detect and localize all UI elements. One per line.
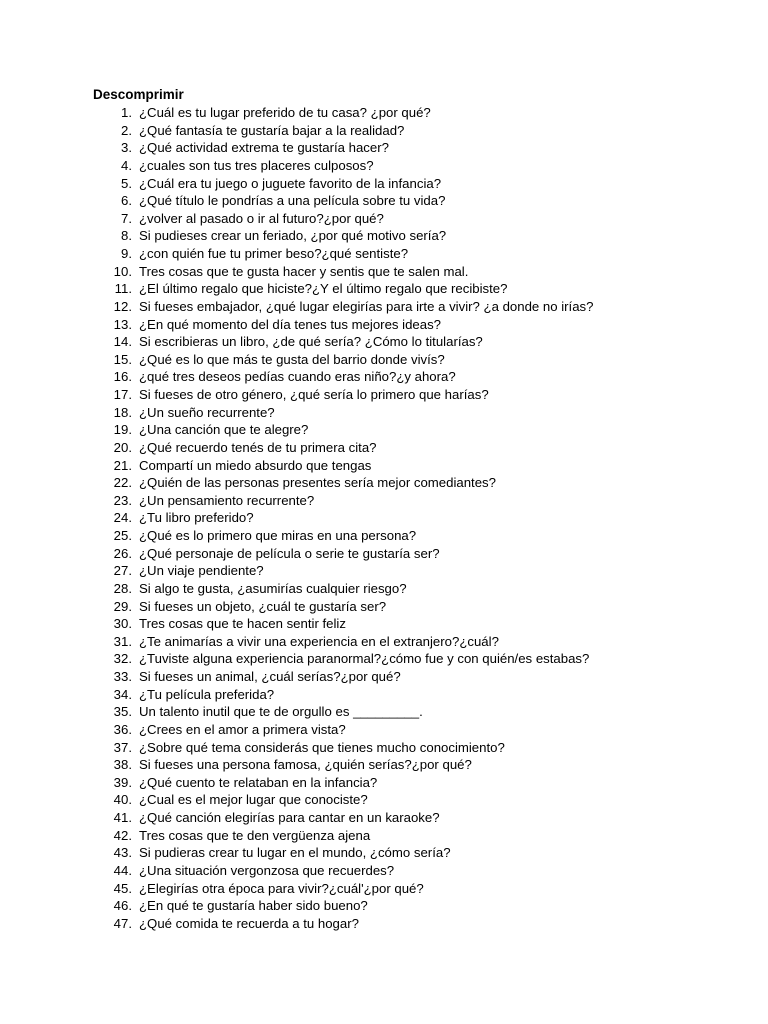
list-item-text: ¿Qué comida te recuerda a tu hogar? bbox=[139, 915, 359, 931]
list-item-number: 21. bbox=[113, 457, 132, 473]
list-item-text: ¿Cuál es tu lugar preferido de tu casa? ¿por qué? bbox=[139, 105, 431, 120]
list-item-number: 46. bbox=[113, 898, 132, 914]
list-item-text: ¿con quién fue tu primer beso?¿qué sentiste? bbox=[139, 246, 409, 261]
list-item-text: ¿Qué canción elegirías para cantar en un karaoke? bbox=[139, 810, 440, 825]
list-item-number: 31. bbox=[113, 633, 132, 649]
list-item-text: ¿Sobre qué tema considerás que tienes mucho conocimiento? bbox=[139, 739, 505, 755]
list-item-text: ¿Crees en el amor a primera vista? bbox=[139, 721, 346, 737]
list-item-text: Si escribieras un libro, ¿de qué sería? ¿Cómo lo titularías? bbox=[139, 334, 483, 350]
list-item-text: ¿Tu película preferida? bbox=[139, 686, 275, 702]
document-title: Descomprimir bbox=[93, 87, 184, 102]
list-item-text: ¿Un viaje pendiente? bbox=[139, 563, 264, 579]
list-item-number: 22. bbox=[113, 475, 132, 491]
list-item-number: 11. bbox=[114, 281, 132, 297]
list-item-text: ¿Qué fantasía te gustaría bajar a la realidad? bbox=[139, 122, 405, 138]
list-item-number: 29. bbox=[113, 598, 132, 614]
list-item-number: 43. bbox=[113, 845, 132, 861]
list-item-text: ¿Un sueño recurrente? bbox=[139, 404, 275, 420]
list-item-number: 15. bbox=[113, 351, 132, 367]
list-item-number: 2. bbox=[121, 122, 132, 138]
list-item-number: 18. bbox=[113, 404, 132, 420]
list-item-number: 5. bbox=[121, 175, 132, 191]
list-item-text: Si pudieras crear tu lugar en el mundo, ¿cómo sería? bbox=[139, 845, 451, 861]
list-item-text: ¿En qué te gustaría haber sido bueno? bbox=[139, 898, 368, 914]
list-item-number: 26. bbox=[113, 545, 132, 561]
list-item-number: 7. bbox=[121, 210, 132, 226]
list-item-text: Si fueses de otro género, ¿qué sería lo primero que harías? bbox=[139, 387, 489, 402]
list-item-number: 9. bbox=[121, 246, 132, 261]
list-item-text: ¿qué tres deseos pedías cuando eras niño?¿y ahora? bbox=[139, 369, 456, 385]
list-item-number: 38. bbox=[113, 757, 132, 773]
list-item-text: ¿Una canción que te alegre? bbox=[139, 422, 309, 438]
list-item-text: ¿Una situación vergonzosa que recuerdes? bbox=[139, 862, 395, 878]
list-item-number: 41. bbox=[113, 810, 132, 825]
list-item-number: 44. bbox=[113, 862, 132, 878]
list-item-number: 39. bbox=[113, 774, 132, 790]
list-item-text: ¿Tu libro preferido? bbox=[139, 510, 254, 526]
list-item-number: 23. bbox=[113, 492, 132, 508]
list-item-number: 42. bbox=[113, 827, 132, 843]
list-item-number: 10. bbox=[113, 263, 132, 279]
list-item-number: 28. bbox=[113, 580, 132, 596]
list-item-number: 16. bbox=[113, 369, 132, 385]
list-item-number: 24. bbox=[113, 510, 132, 526]
list-item-text: ¿Qué título le pondrías a una película sobre tu vida? bbox=[139, 193, 446, 209]
list-item-text: ¿Qué recuerdo tenés de tu primera cita? bbox=[139, 439, 377, 455]
list-item-number: 40. bbox=[113, 792, 132, 808]
list-item-text: Si fueses un animal, ¿cuál serías?¿por qué? bbox=[139, 669, 401, 684]
list-item-text: Un talento inutil que te de orgullo es _________. bbox=[139, 704, 423, 720]
list-item-number: 1. bbox=[121, 105, 132, 120]
list-item-number: 3. bbox=[121, 140, 132, 156]
list-item-number: 27. bbox=[113, 563, 132, 579]
list-item-text: Tres cosas que te gusta hacer y sentis que te salen mal. bbox=[139, 263, 469, 279]
list-item-number: 4. bbox=[121, 157, 132, 173]
list-item-number: 47. bbox=[113, 915, 132, 931]
list-item-text: Si fueses un objeto, ¿cuál te gustaría ser? bbox=[139, 598, 387, 614]
list-item-text: ¿En qué momento del día tenes tus mejores ideas? bbox=[139, 316, 442, 332]
list-item-number: 33. bbox=[113, 669, 132, 684]
list-item-text: Si fueses embajador, ¿qué lugar elegirías para irte a vivir? ¿a donde no irías? bbox=[139, 298, 594, 314]
list-item-number: 14. bbox=[113, 334, 132, 350]
list-item-text: ¿Cual es el mejor lugar que conociste? bbox=[139, 792, 368, 808]
list-item-text: Compartí un miedo absurdo que tengas bbox=[139, 457, 372, 473]
list-item-text: Si pudieses crear un feriado, ¿por qué motivo sería? bbox=[139, 228, 447, 244]
list-item-text: Si fueses una persona famosa, ¿quién serías?¿por qué? bbox=[139, 757, 472, 773]
list-item-number: 8. bbox=[121, 228, 132, 244]
list-item-number: 34. bbox=[113, 686, 132, 702]
list-item-number: 13. bbox=[113, 316, 132, 332]
list-item-text: ¿volver al pasado o ir al futuro?¿por qué? bbox=[139, 210, 384, 226]
list-item-number: 32. bbox=[113, 651, 132, 667]
list-item-text: ¿Elegirías otra época para vivir?¿cuál'¿por qué? bbox=[139, 880, 424, 896]
list-item-text: Tres cosas que te hacen sentir feliz bbox=[139, 616, 346, 632]
list-item-text: ¿Quién de las personas presentes sería mejor comediantes? bbox=[139, 475, 496, 491]
list-item-number: 36. bbox=[113, 721, 132, 737]
list-item-text: ¿Un pensamiento recurrente? bbox=[139, 492, 315, 508]
list-item-text: ¿Qué es lo que más te gusta del barrio donde vivís? bbox=[139, 351, 445, 367]
list-item-number: 30. bbox=[113, 616, 132, 632]
list-item-text: ¿Qué actividad extrema te gustaría hacer? bbox=[139, 140, 389, 156]
list-item-number: 20. bbox=[113, 439, 132, 455]
list-item-text: ¿Qué personaje de película o serie te gustaría ser? bbox=[139, 545, 440, 561]
list-item-number: 37. bbox=[113, 739, 132, 755]
list-item-text: ¿Tuviste alguna experiencia paranormal?¿cómo fue y con quién/es estabas? bbox=[139, 651, 590, 667]
list-item-text: ¿Qué es lo primero que miras en una persona? bbox=[139, 528, 417, 543]
list-item-text: ¿Cuál era tu juego o juguete favorito de la infancia? bbox=[139, 175, 442, 191]
list-item-text: Si algo te gusta, ¿asumirías cualquier riesgo? bbox=[139, 580, 407, 596]
list-item-number: 19. bbox=[113, 422, 132, 438]
list-item-text: ¿Te animarías a vivir una experiencia en el extranjero?¿cuál? bbox=[139, 633, 499, 649]
list-item-number: 6. bbox=[121, 193, 132, 209]
list-item-text: Tres cosas que te den vergüenza ajena bbox=[139, 827, 371, 843]
list-item-text: ¿Qué cuento te relataban en la infancia? bbox=[139, 774, 378, 790]
list-item-number: 25. bbox=[113, 528, 132, 543]
list-item-text: ¿cuales son tus tres placeres culposos? bbox=[139, 157, 374, 173]
list-item-number: 45. bbox=[113, 880, 132, 896]
list-item-number: 35. bbox=[113, 704, 132, 720]
list-item-number: 17. bbox=[113, 387, 132, 402]
list-item-number: 12. bbox=[113, 298, 132, 314]
list-item-text: ¿El último regalo que hiciste?¿Y el último regalo que recibiste? bbox=[139, 281, 508, 297]
